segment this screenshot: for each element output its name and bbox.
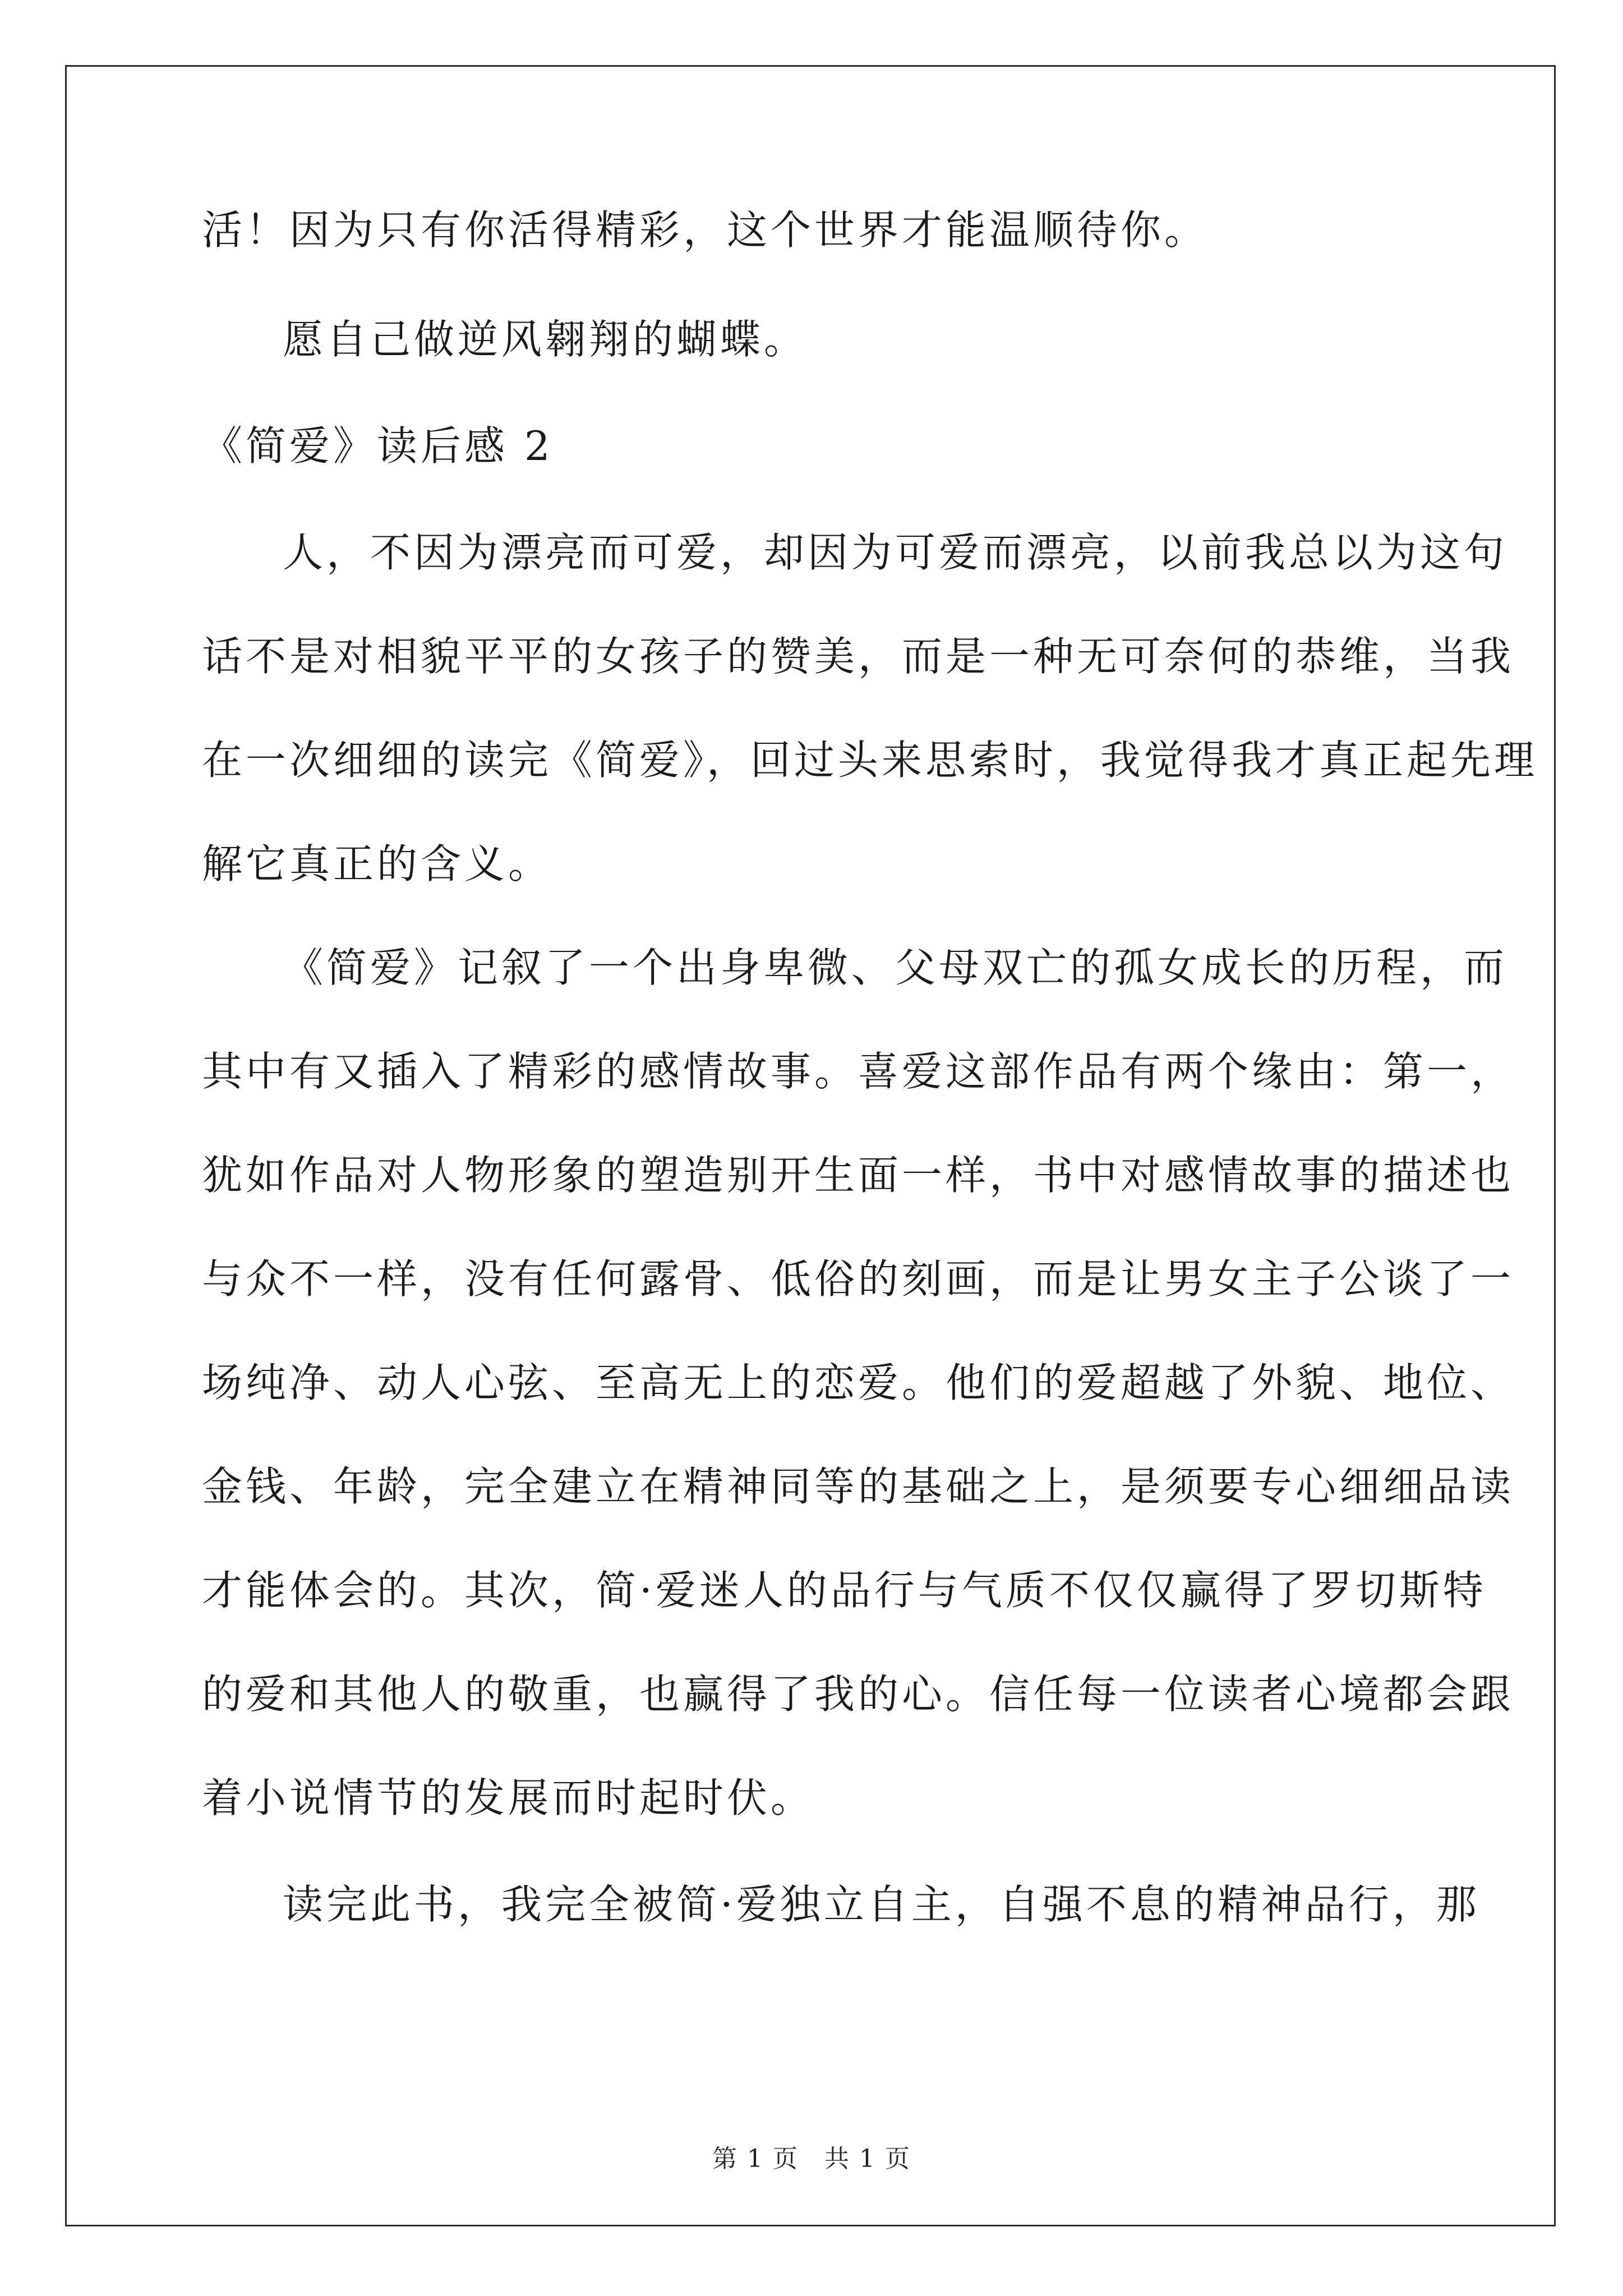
text-line: 其中有又插入了精彩的感情故事。喜爱这部作品有两个缘由：第一， [202,1048,1515,1095]
text-line: 读完此书，我完全被简·爱独立自主，自强不息的精神品行，那 [283,1881,1480,1928]
text-line: 话不是对相貌平平的女孩子的赞美，而是一种无可奈何的恭维，当我 [202,633,1515,680]
text-line: 犹如作品对人物形象的塑造别开生面一样，书中对感情故事的描述也 [202,1152,1515,1199]
text-line: 才能体会的。其次，简·爱迷人的品行与气质不仅仅赢得了罗切斯特 [202,1567,1487,1614]
page-footer: 第 1 页 共 1 页 [712,2145,911,2173]
text-line: 愿自己做逆风翱翔的蝴蝶。 [283,316,808,363]
text-line: 人，不因为漂亮而可爱，却因为可爱而漂亮，以前我总以为这句 [283,529,1508,576]
section-heading: 《简爱》读后感 2 [202,422,554,470]
text-line: 着小说情节的发展而时起时伏。 [202,1774,815,1821]
text-line: 的爱和其他人的敬重，也赢得了我的心。信任每一位读者心境都会跟 [202,1671,1515,1718]
text-line: 活！因为只有你活得精彩，这个世界才能温顺待你。 [202,206,1209,254]
text-line: 解它真正的含义。 [202,840,552,887]
text-line: 场纯净、动人心弦、至高无上的恋爱。他们的爱超越了外貌、地位、 [202,1359,1515,1406]
text-line: 在一次细细的读完《简爱》，回过头来思索时，我觉得我才真正起先理 [202,737,1538,784]
text-line: 与众不一样，没有任何露骨、低俗的刻画，而是让男女主子公谈了一 [202,1255,1515,1303]
text-line: 《简爱》记叙了一个出身卑微、父母双亡的孤女成长的历程，而 [283,944,1508,991]
text-line: 金钱、年龄，完全建立在精神同等的基础之上，是须要专心细细品读 [202,1463,1515,1510]
